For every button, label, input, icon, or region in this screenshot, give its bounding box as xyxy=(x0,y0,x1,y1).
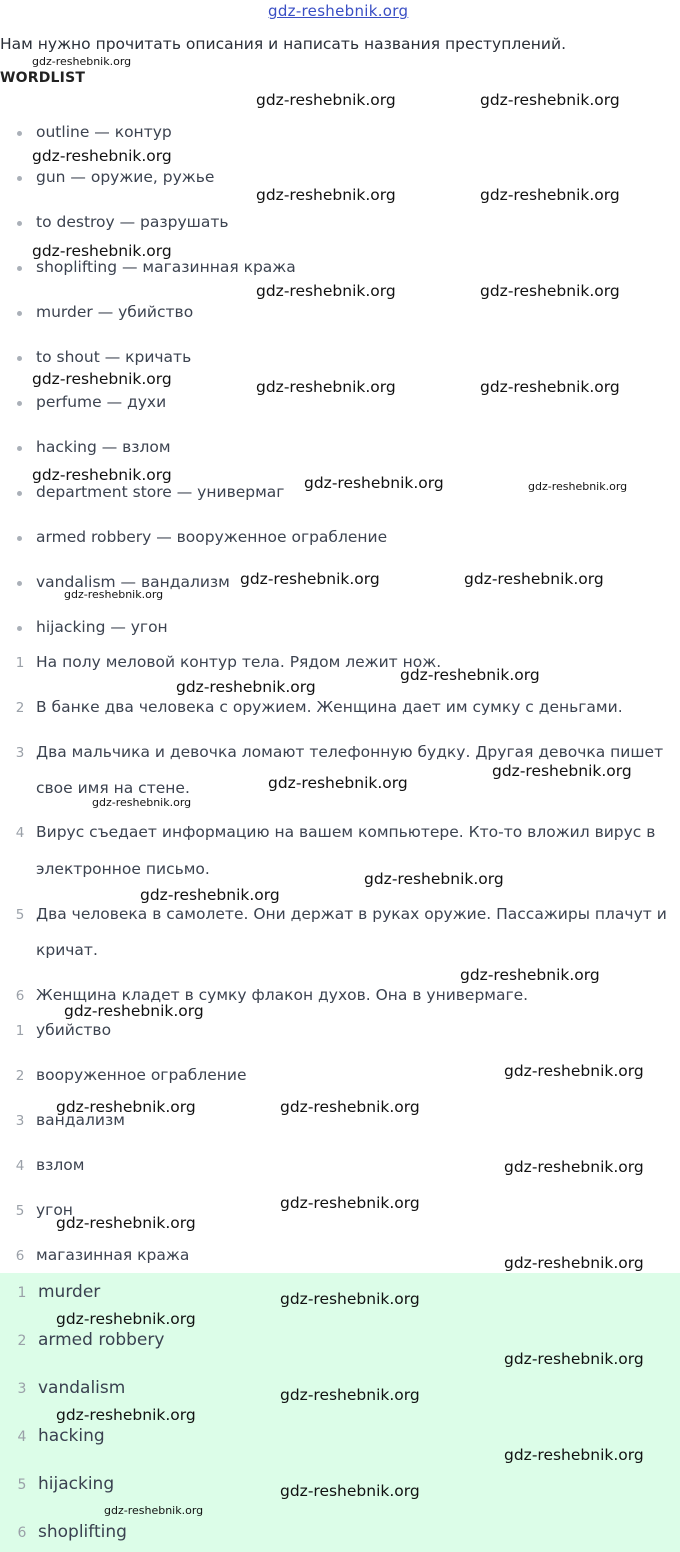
bullet-icon xyxy=(17,491,22,496)
watermark: gdz-reshebnik.org xyxy=(280,1098,420,1116)
item-number: 3 xyxy=(15,1113,25,1129)
watermark: gdz-reshebnik.org xyxy=(492,762,632,780)
wordlist-heading: WORDLIST xyxy=(0,70,86,86)
item-number: 3 xyxy=(17,1381,27,1397)
item-number: 4 xyxy=(17,1429,27,1445)
watermark: gdz-reshebnik.org xyxy=(280,1386,420,1404)
description-line: свое имя на стене. xyxy=(36,779,190,797)
bullet-icon xyxy=(17,401,22,406)
item-number: 1 xyxy=(17,1285,27,1301)
watermark: gdz-reshebnik.org xyxy=(304,474,444,492)
watermark: gdz-reshebnik.org xyxy=(32,466,172,484)
bullet-icon xyxy=(17,446,22,451)
wordlist-item: hijacking — угон xyxy=(36,618,168,636)
watermark: gdz-reshebnik.org xyxy=(280,1290,420,1308)
item-number: 1 xyxy=(15,655,25,671)
watermark: gdz-reshebnik.org xyxy=(504,1254,644,1272)
bullet-icon xyxy=(17,581,22,586)
bullet-icon xyxy=(17,266,22,271)
answer-text: murder xyxy=(38,1282,101,1302)
watermark: gdz-reshebnik.org xyxy=(32,242,172,260)
bullet-icon xyxy=(17,311,22,316)
watermark: gdz-reshebnik.org xyxy=(140,886,280,904)
watermark: gdz-reshebnik.org xyxy=(64,588,164,601)
watermark: gdz-reshebnik.org xyxy=(280,1482,420,1500)
description-line: Два человека в самолете. Они держат в руках оружие. Пассажиры плачут и xyxy=(36,905,667,923)
description-line: Два мальчика и девочка ломают телефонную будку. Другая девочка пишет xyxy=(36,743,664,761)
watermark: gdz-reshebnik.org xyxy=(256,282,396,300)
wordlist-item: outline — контур xyxy=(36,123,172,141)
item-number: 2 xyxy=(17,1333,27,1349)
watermark: gdz-reshebnik.org xyxy=(528,480,628,493)
bullet-icon xyxy=(17,626,22,631)
wordlist-item: department store — универмаг xyxy=(36,483,285,501)
item-number: 6 xyxy=(15,988,25,1004)
watermark: gdz-reshebnik.org xyxy=(176,678,316,696)
wordlist-item: armed robbery — вооруженное ограбление xyxy=(36,528,388,546)
description-line: В банке два человека с оружием. Женщина дает им сумку с деньгами. xyxy=(36,698,623,716)
description-line: На полу меловой контур тела. Рядом лежит нож. xyxy=(36,653,442,671)
answer-text: armed robbery xyxy=(38,1330,165,1350)
item-number: 5 xyxy=(17,1477,27,1493)
description-line: кричат. xyxy=(36,941,98,959)
item-number: 2 xyxy=(15,1068,25,1084)
answer-text: вандализм xyxy=(36,1111,125,1129)
watermark: gdz-reshebnik.org xyxy=(504,1158,644,1176)
watermark: gdz-reshebnik.org xyxy=(504,1062,644,1080)
item-number: 4 xyxy=(15,1158,25,1174)
watermark: gdz-reshebnik.org xyxy=(92,796,192,809)
watermark: gdz-reshebnik.org xyxy=(256,186,396,204)
watermark: gdz-reshebnik.org xyxy=(460,966,600,984)
item-number: 6 xyxy=(17,1525,27,1541)
bullet-icon xyxy=(17,176,22,181)
answer-text: hacking xyxy=(38,1426,105,1446)
watermark: gdz-reshebnik.org xyxy=(480,282,620,300)
answer-text: shoplifting xyxy=(38,1522,127,1542)
watermark: gdz-reshebnik.org xyxy=(56,1098,196,1116)
watermark: gdz-reshebnik.org xyxy=(480,378,620,396)
watermark: gdz-reshebnik.org xyxy=(268,774,408,792)
wordlist-item: murder — убийство xyxy=(36,303,194,321)
watermark: gdz-reshebnik.org xyxy=(104,1504,204,1517)
description-line: Женщина кладет в сумку флакон духов. Она в универмаге. xyxy=(36,986,529,1004)
watermark: gdz-reshebnik.org xyxy=(480,186,620,204)
watermark: gdz-reshebnik.org xyxy=(280,1194,420,1212)
item-number: 4 xyxy=(15,825,25,841)
site-title-link[interactable]: gdz-reshebnik.org xyxy=(268,2,409,20)
item-number: 6 xyxy=(15,1248,25,1264)
watermark: gdz-reshebnik.org xyxy=(464,570,604,588)
watermark: gdz-reshebnik.org xyxy=(364,870,504,888)
answer-text: вооруженное ограбление xyxy=(36,1066,247,1084)
wordlist-item: vandalism — вандализм xyxy=(36,573,230,591)
bullet-icon xyxy=(17,131,22,136)
wordlist-item: gun — оружие, ружье xyxy=(36,168,215,186)
item-number: 5 xyxy=(15,907,25,923)
item-number: 5 xyxy=(15,1203,25,1219)
wordlist-item: to shout — кричать xyxy=(36,348,192,366)
watermark: gdz-reshebnik.org xyxy=(56,1406,196,1424)
wordlist-item: to destroy — разрушать xyxy=(36,213,229,231)
answer-text: угон xyxy=(36,1201,73,1219)
answer-text: vandalism xyxy=(38,1378,126,1398)
wordlist-item: hacking — взлом xyxy=(36,438,171,456)
watermark: gdz-reshebnik.org xyxy=(256,378,396,396)
bullet-icon xyxy=(17,221,22,226)
watermark: gdz-reshebnik.org xyxy=(504,1446,644,1464)
bullet-icon xyxy=(17,536,22,541)
wordlist-item: shoplifting — магазинная кража xyxy=(36,258,296,276)
watermark: gdz-reshebnik.org xyxy=(32,55,132,68)
item-number: 2 xyxy=(15,700,25,716)
item-number: 1 xyxy=(15,1023,25,1039)
watermark: gdz-reshebnik.org xyxy=(480,91,620,109)
bullet-icon xyxy=(17,356,22,361)
item-number: 3 xyxy=(15,745,25,761)
answer-text: убийство xyxy=(36,1021,112,1039)
answer-text: магазинная кража xyxy=(36,1246,190,1264)
watermark: gdz-reshebnik.org xyxy=(64,1002,204,1020)
wordlist-item: perfume — духи xyxy=(36,393,167,411)
answer-text: hijacking xyxy=(38,1474,115,1494)
watermark: gdz-reshebnik.org xyxy=(240,570,380,588)
watermark: gdz-reshebnik.org xyxy=(32,370,172,388)
watermark: gdz-reshebnik.org xyxy=(56,1214,196,1232)
watermark: gdz-reshebnik.org xyxy=(400,666,540,684)
watermark: gdz-reshebnik.org xyxy=(32,147,172,165)
description-line: электронное письмо. xyxy=(36,860,210,878)
intro-text: Нам нужно прочитать описания и написать названия преступлений. xyxy=(0,35,566,53)
description-line: Вирус съедает информацию на вашем компьютере. Кто-то вложил вирус в xyxy=(36,823,656,841)
watermark: gdz-reshebnik.org xyxy=(56,1310,196,1328)
watermark: gdz-reshebnik.org xyxy=(256,91,396,109)
watermark: gdz-reshebnik.org xyxy=(504,1350,644,1368)
answer-text: взлом xyxy=(36,1156,85,1174)
